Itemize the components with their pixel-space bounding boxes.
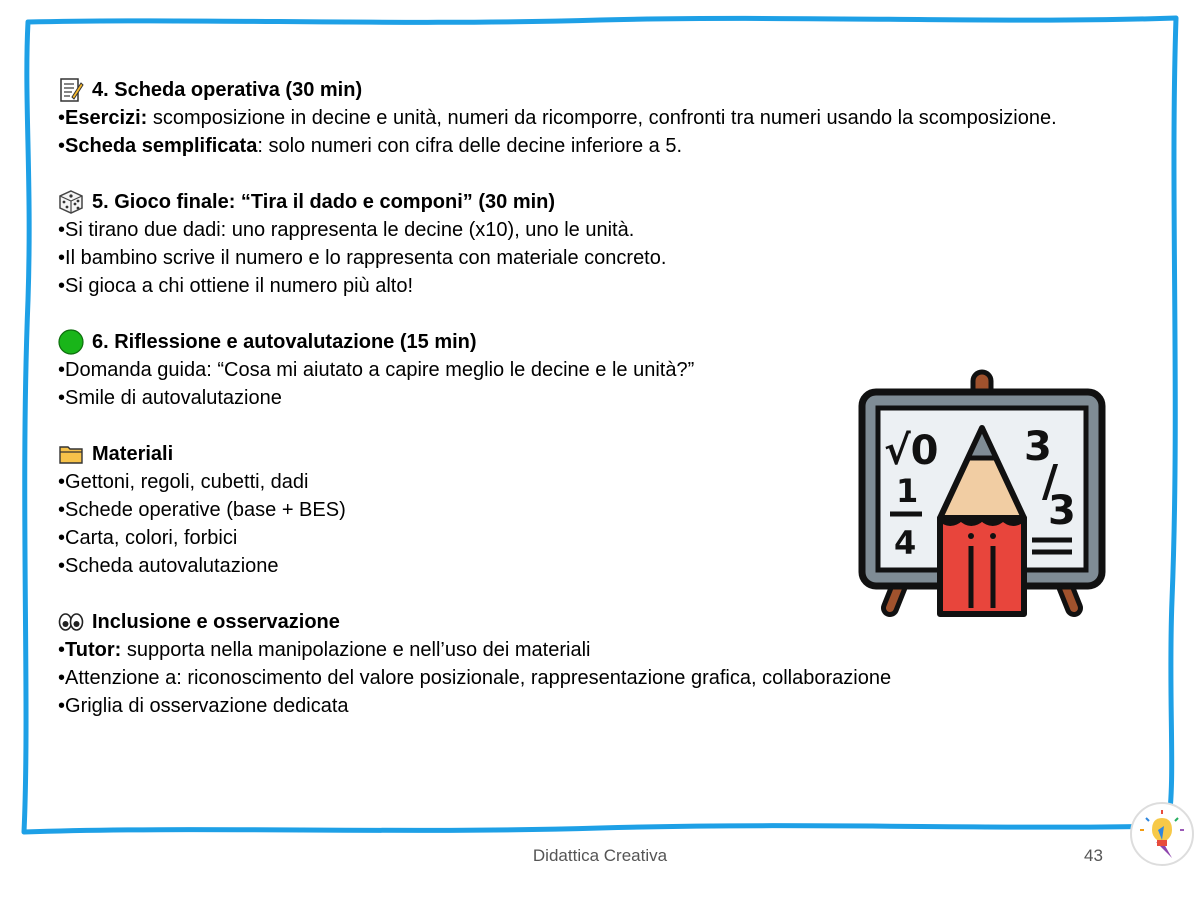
heading-text: 5. Gioco finale: “Tira il dado e componi” (30 min)	[92, 191, 556, 213]
heading-text: Inclusione e osservazione	[92, 611, 340, 633]
board-three-bottom: 3	[1048, 488, 1076, 534]
math-board-pencil-icon	[856, 368, 1108, 618]
section-heading-riflessione	[58, 328, 1058, 356]
list-item: •Gettoni, regoli, cubetti, dadi	[58, 471, 309, 493]
list-item: •Carta, colori, forbici	[58, 527, 238, 549]
eyes-icon	[58, 609, 84, 635]
memo-icon	[58, 77, 84, 103]
board-four: 4	[894, 524, 917, 562]
board-slash: /	[1042, 456, 1059, 507]
page-number: 43	[1084, 846, 1103, 865]
list-item: •Schede operative (base + BES)	[58, 499, 346, 521]
list-item: •Griglia di osservazione dedicata	[58, 695, 349, 717]
dice-icon	[58, 189, 84, 215]
section-heading-scheda-operativa	[58, 76, 1058, 104]
list-item: •Si gioca a chi ottiene il numero più alto!	[58, 275, 413, 297]
heading-text: 4. Scheda operativa (30 min)	[92, 79, 363, 101]
board-one: 1	[896, 472, 919, 510]
list-item: •Attenzione a: riconoscimento del valore posizionale, rappresentazione grafica, collaborazione	[58, 667, 892, 689]
list-item: •Il bambino scrive il numero e lo rappresenta con materiale concreto.	[58, 247, 667, 269]
list-item: •Si tirano due dadi: uno rappresenta le decine (x10), uno le unità.	[58, 219, 635, 241]
bullet-tutor: •Tutor: supporta nella manipolazione e nell’uso dei materiali	[58, 639, 591, 661]
heading-text: 6. Riflessione e autovalutazione (15 min)	[92, 331, 477, 353]
list-item: •Domanda guida: “Cosa mi aiutato a capire meglio le decine e le unità?”	[58, 359, 695, 381]
bullet-esercizi: •Esercizi: scomposizione in decine e unità, numeri da ricomporre, confronti tra numeri usando la scomposizione.	[58, 107, 1057, 129]
lightbulb-logo-icon	[1128, 800, 1196, 868]
list-item: •Smile di autovalutazione	[58, 387, 282, 409]
board-three: 3	[1024, 424, 1052, 470]
section-heading-gioco-finale	[58, 188, 1058, 216]
folder-icon	[58, 441, 84, 467]
bullet-scheda-semplificata: •Scheda semplificata: solo numeri con cifra delle decine inferiore a 5.	[58, 135, 682, 157]
footer-title: Didattica Creativa	[532, 846, 668, 865]
green-circle-icon	[58, 329, 84, 355]
heading-text: Materiali	[92, 443, 174, 465]
board-sqrt: √0	[884, 428, 939, 474]
list-item: •Scheda autovalutazione	[58, 555, 279, 577]
